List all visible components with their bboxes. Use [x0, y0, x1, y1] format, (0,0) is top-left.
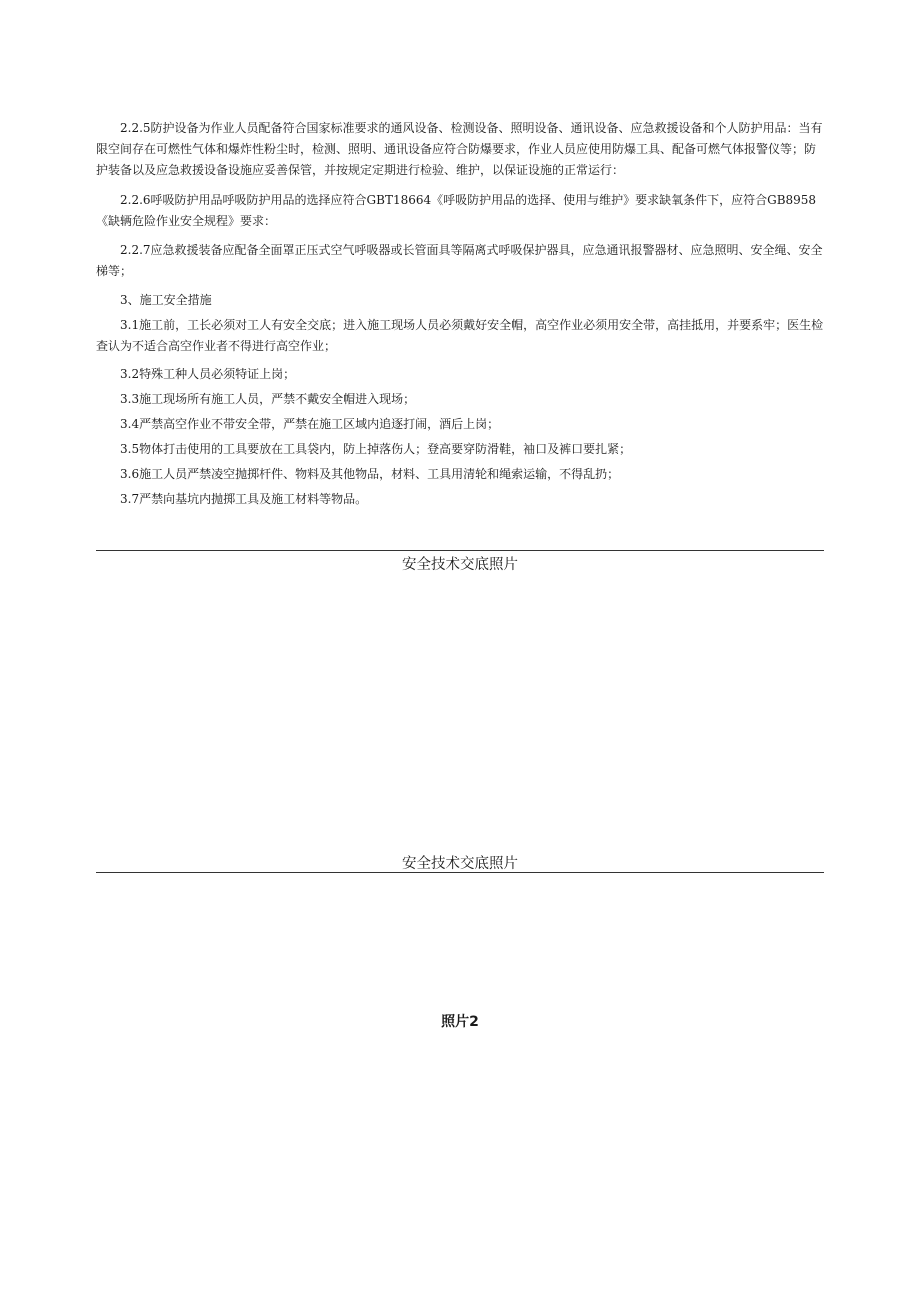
divider-bottom: [96, 872, 824, 873]
paragraph-2-2-7: 2.2.7应急救援装备应配备全面罩正压式空气呼吸器或长管面具等隔离式呼吸保护器具，应急通讯报警器材、应急照明、安全绳、安全梯等；: [96, 243, 823, 278]
section-3-heading: 3、施工安全措施: [120, 293, 212, 307]
photo-section-label-top: 安全技术交底照片: [402, 557, 518, 573]
photo-2-label: 照片2: [441, 1014, 479, 1030]
paragraph-3-7: 3.7严禁向基坑内抛掷工具及施工材料等物品。: [120, 492, 368, 506]
divider-top: [96, 550, 824, 551]
paragraph-2-2-6: 2.2.6呼吸防护用品呼吸防护用品的选择应符合GBT18664《呼吸防护用品的选择、使用与维护》要求缺氧条件下，应符合GB8958《缺辆危险作业安全规程》要求：: [96, 193, 817, 228]
paragraph-3-4: 3.4严禁高空作业不带安全带，严禁在施工区域内追逐打闹，酒后上岗；: [120, 417, 500, 431]
paragraph-3-2: 3.2特殊工种人员必须特证上岗；: [120, 367, 296, 381]
paragraph-3-5: 3.5物体打击使用的工具要放在工具袋内，防上掉落伤人；登高要穿防滑鞋，袖口及裤口要扎紧；: [120, 442, 632, 456]
paragraph-3-6: 3.6施工人员严禁凌空抛掷杆件、物料及其他物品，材料、工具用清轮和绳索运输，不得乱扔；: [120, 467, 620, 481]
paragraph-2-2-5: 2.2.5防护设备为作业人员配备符合国家标准要求的通风设备、检测设备、照明设备、通讯设备、应急救援设备和个人防护用品：当有限空间存在可燃性气体和爆炸性粉尘时，检测、照明、通讯设备应符合防爆要求，作业人员应使用防爆工具、配备可燃气体报警仪等；防护装备以及应急救援设备设施应妥善保管，并按规定定期进行检验、维护，以保证设施的正常运行：: [96, 121, 823, 177]
paragraph-3-1: 3.1施工前，工长必须对工人有安全交底；进入施工现场人员必须戴好安全帽，高空作业必须用安全带，高挂抵用，并要系牢；医生检查认为不适合高空作业者不得进行高空作业；: [96, 318, 824, 353]
paragraph-3-3: 3.3施工现场所有施工人员，严禁不戴安全帽进入现场；: [120, 392, 416, 406]
photo-section-label-bottom: 安全技术交底照片: [402, 856, 518, 872]
